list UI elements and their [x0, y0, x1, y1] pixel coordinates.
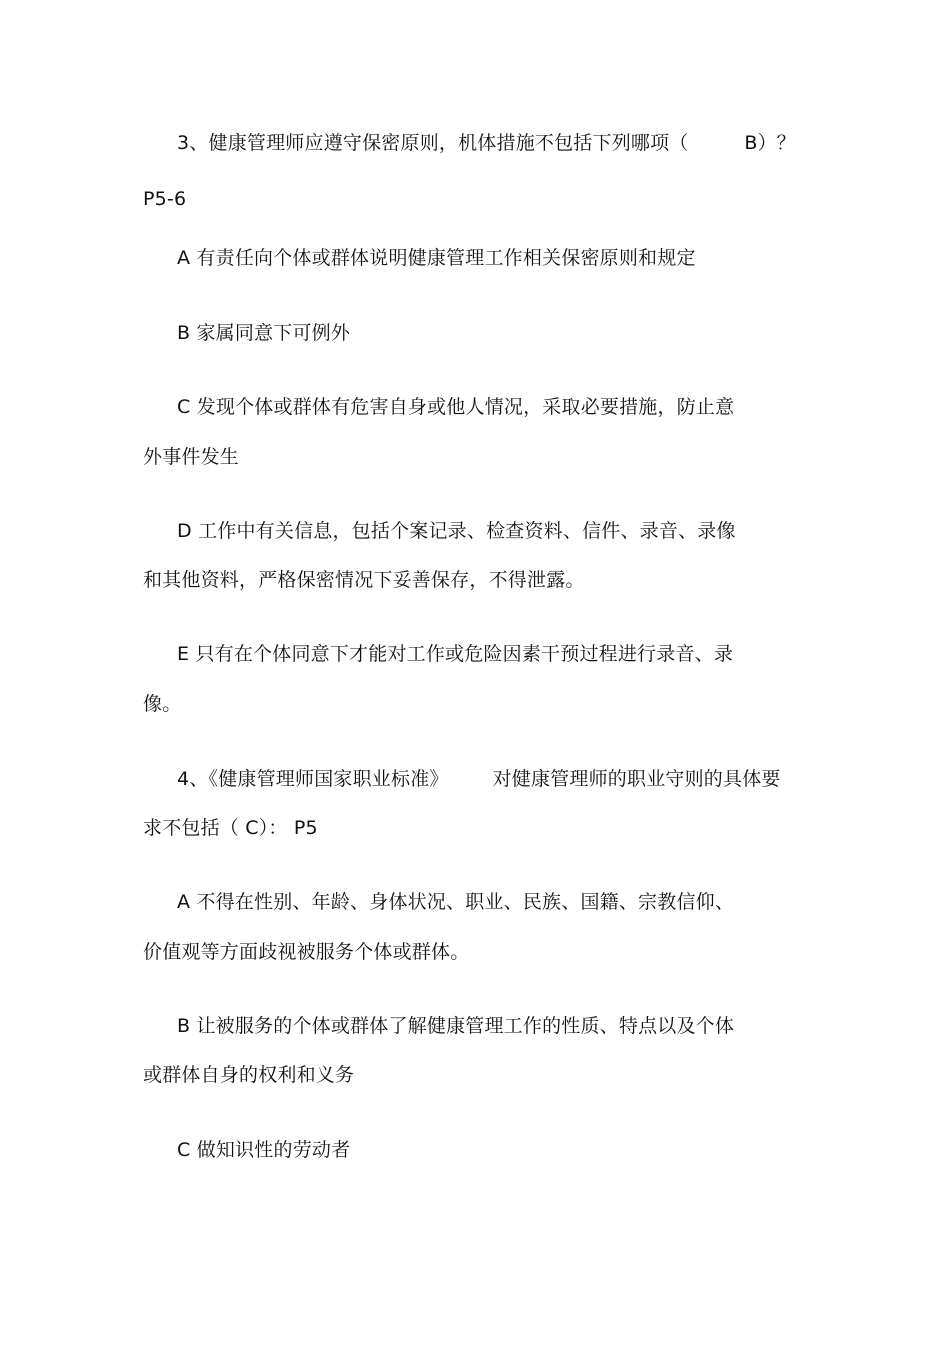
question-3-option-e-line-1: E 只有在个体同意下才能对工作或危险因素干预过程进行录音、录: [177, 643, 734, 665]
question-4-stem-rest: 对健康管理师的职业守则的具体要: [492, 768, 781, 790]
question-4-option-a-line-1: A 不得在性别、年龄、身体状况、职业、民族、国籍、宗教信仰、: [177, 891, 735, 913]
question-4-stem-line-1: [177, 767, 781, 791]
question-4-option-a-line-2: 价值观等方面歧视被服务个体或群体。: [143, 941, 470, 963]
question-4-stem-title: 4、《健康管理师国家职业标准》: [177, 768, 449, 790]
question-4-option-b-line-2: 或群体自身的权利和义务: [143, 1064, 355, 1086]
question-3-option-c-line-1: C 发现个体或群体有危害自身或他人情况，采取必要措施，防止意: [177, 396, 735, 418]
question-3-option-c-line-2: 外事件发生: [143, 446, 240, 468]
question-3-option-d-line-1: D 工作中有关信息，包括个案记录、检查资料、信件、录音、录像: [177, 520, 736, 542]
question-4-option-b-line-1: B 让被服务的个体或群体了解健康管理工作的性质、特点以及个体: [177, 1015, 735, 1037]
question-3-stem-line-1: [177, 131, 796, 155]
question-3-option-a: A 有责任向个体或群体说明健康管理工作相关保密原则和规定: [177, 247, 696, 269]
question-3-option-d-line-2: 和其他资料，严格保密情况下妥善保存，不得泄露。: [143, 569, 585, 591]
question-3-option-e-line-2: 像。: [143, 693, 182, 715]
question-4-stem-line-2: 求不包括（ C）： P5: [143, 817, 318, 839]
question-3-page-ref: P5-6: [143, 188, 187, 210]
question-3-answer: B）？: [744, 132, 796, 154]
question-4-option-c: C 做知识性的劳动者: [177, 1139, 351, 1161]
question-3-option-b: B 家属同意下可例外: [177, 322, 351, 344]
question-3-stem-text: 3、健康管理师应遵守保密原则，机体措施不包括下列哪项（: [177, 132, 689, 154]
